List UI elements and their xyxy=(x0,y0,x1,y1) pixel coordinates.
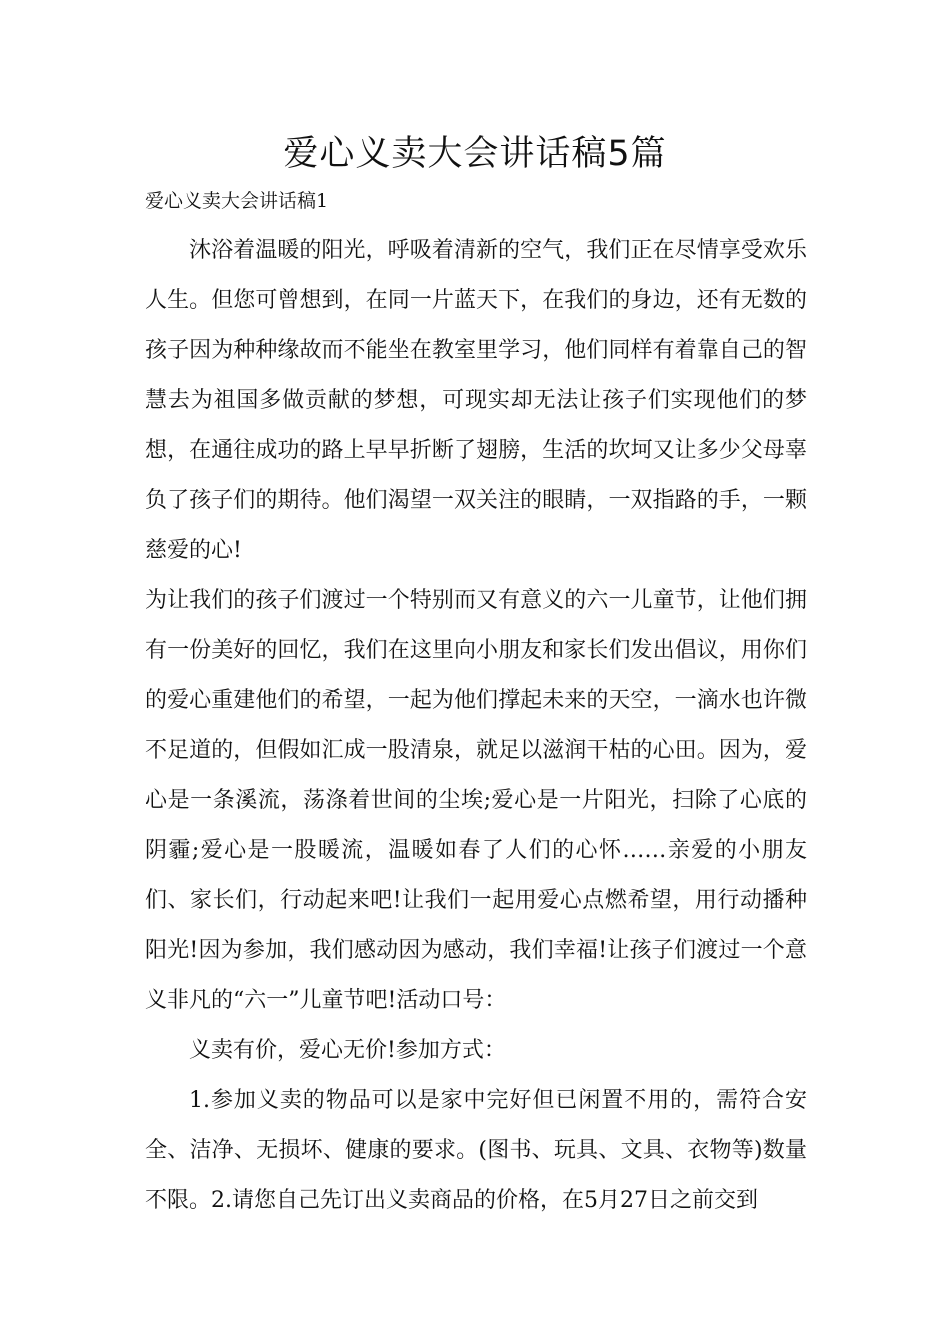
paragraph-1: 沐浴着温暖的阳光，呼吸着清新的空气，我们正在尽情享受欢乐人生。但您可曾想到，在同一片蓝天下，在我们的身边，还有无数的孩子因为种种缘故而不能坐在教室里学习，他们同样有着靠自己的智慧去为祖国多做贡献的梦想，可现实却无法让孩子们实现他们的梦想，在通往成功的路上早早折断了翅膀，生活的坎坷又让多少父母辜负了孩子们的期待。他们渴望一双关注的眼睛，一双指路的手，一颗慈爱的心! xyxy=(145,238,807,563)
paragraph-2: 为让我们的孩子们渡过一个特别而又有意义的六一儿童节，让他们拥有一份美好的回忆，我们在这里向小朋友和家长们发出倡议，用你们的爱心重建他们的希望，一起为他们撑起未来的天空，一滴水也许微不足道的，但假如汇成一股清泉，就足以滋润干枯的心田。因为，爱心是一条溪流，荡涤着世间的尘埃;爱心是一片阳光，扫除了心底的阴霾;爱心是一股暖流，温暖如春了人们的心怀……亲爱的小朋友们、家长们，行动起来吧!让我们一起用爱心点燃希望，用行动播种阳光!因为参加，我们感动因为感动，我们幸福!让孩子们渡过一个意义非凡的“六一”儿童节吧!活动口号： xyxy=(145,588,807,1013)
paragraph-4: 1.参加义卖的物品可以是家中完好但已闲置不用的，需符合安全、洁净、无损坏、健康的要求。(图书、玩具、文具、衣物等)数量不限。2.请您自己先订出义卖商品的价格，在5月27日之前交到 xyxy=(145,1088,807,1213)
document-title: 爱心义卖大会讲话稿5篇 xyxy=(283,134,667,174)
document-body xyxy=(145,226,807,1226)
paragraph-3: 义卖有价，爱心无价!参加方式： xyxy=(189,1038,506,1063)
section-heading: 爱心义卖大会讲话稿1 xyxy=(145,190,329,212)
